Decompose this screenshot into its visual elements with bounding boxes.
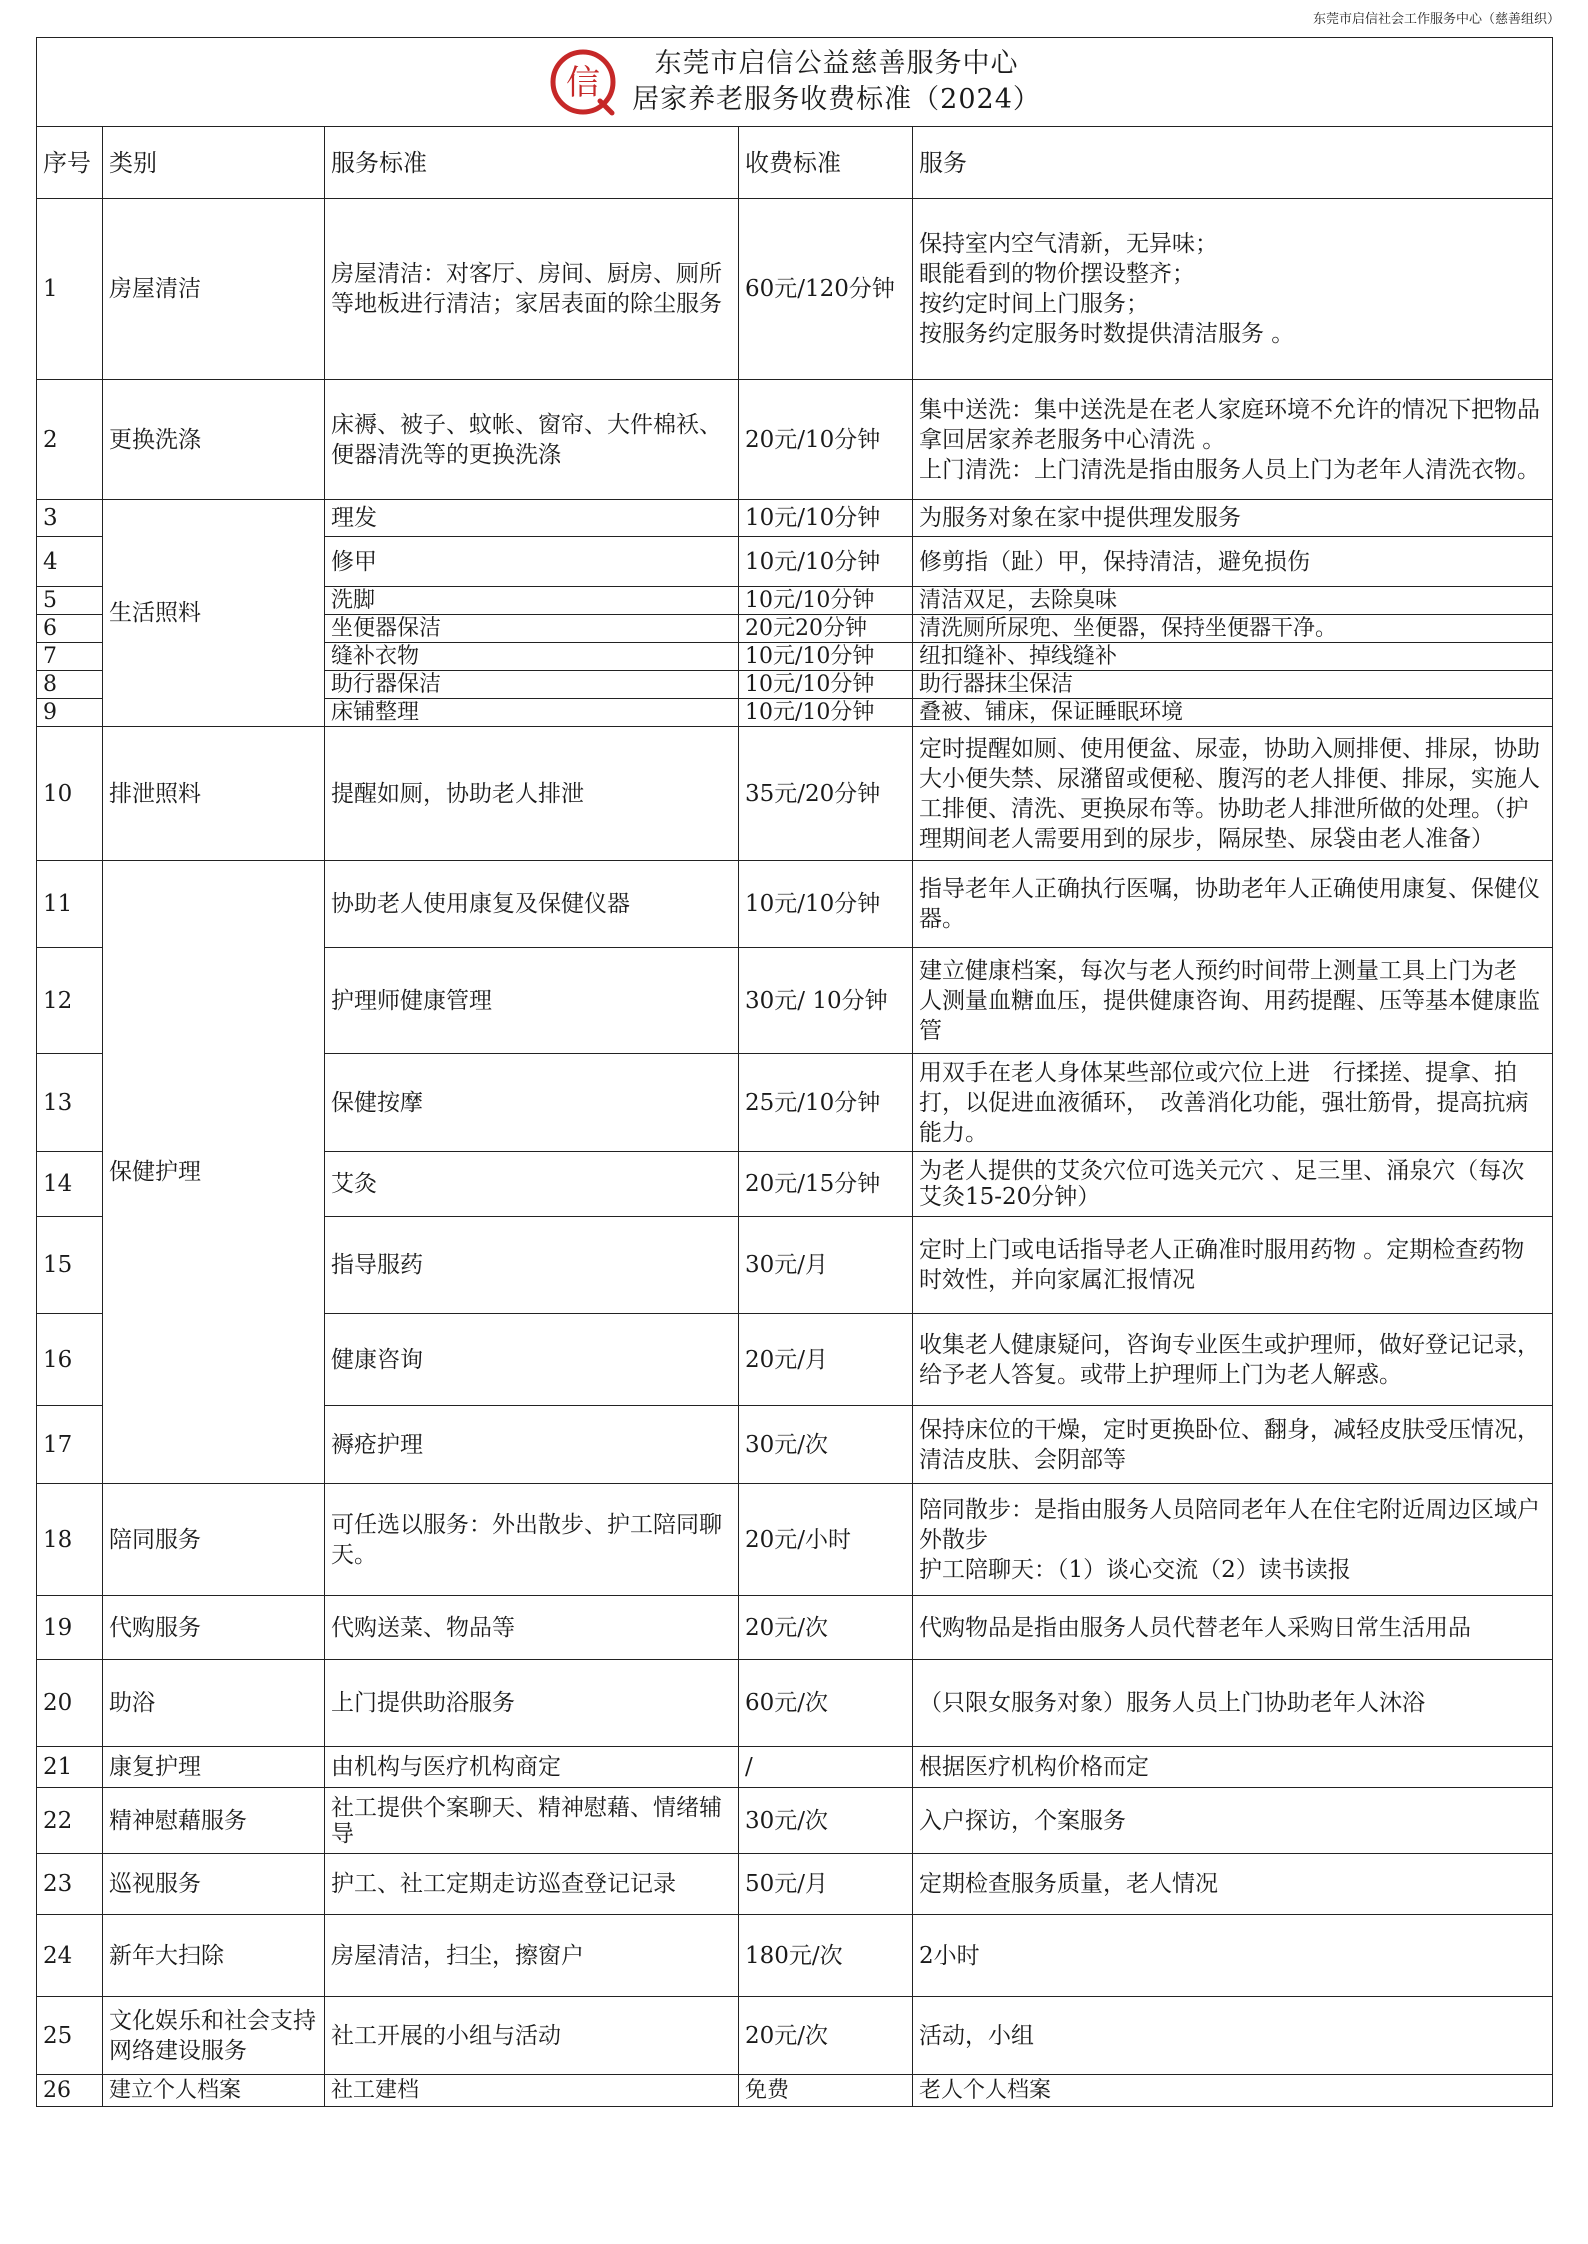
table-row xyxy=(37,1660,1553,1747)
col-header-fee: 收费标准 xyxy=(739,127,913,199)
row-service-standard: 褥疮护理 xyxy=(325,1406,739,1484)
row-service-standard: 健康咨询 xyxy=(325,1314,739,1406)
row-service-desc: 入户探访，个案服务 xyxy=(913,1788,1553,1854)
row-service-standard: 床褥、被子、蚊帐、窗帘、大件棉袄、便器清洗等的更换洗涤 xyxy=(325,380,739,500)
row-number: 18 xyxy=(37,1484,103,1596)
row-service-standard: 护工、社工定期走访巡查登记记录 xyxy=(325,1854,739,1915)
row-service-standard: 提醒如厕，协助老人排泄 xyxy=(325,727,739,861)
row-category: 精神慰藉服务 xyxy=(103,1788,325,1854)
row-fee: 20元/小时 xyxy=(739,1484,913,1596)
row-service-desc: 代购物品是指由服务人员代替老年人采购日常生活用品 xyxy=(913,1596,1553,1660)
row-category: 陪同服务 xyxy=(103,1484,325,1596)
row-service-standard: 房屋清洁：对客厅、房间、厨房、厕所等地板进行清洁；家居表面的除尘服务 xyxy=(325,199,739,380)
row-number: 15 xyxy=(37,1217,103,1314)
row-service-standard: 坐便器保洁 xyxy=(325,615,739,643)
table-row xyxy=(37,1915,1553,1997)
table-row xyxy=(37,1997,1553,2075)
row-service-standard: 由机构与医疗机构商定 xyxy=(325,1747,739,1788)
row-service-desc: 建立健康档案，每次与老人预约时间带上测量工具上门为老 人测量血糖血压，提供健康咨询、用药提醒、压等基本健康监管 xyxy=(913,948,1553,1054)
row-service-standard: 协助老人使用康复及保健仪器 xyxy=(325,861,739,948)
row-service-standard: 保健按摩 xyxy=(325,1054,739,1152)
row-service-desc: 指导老年人正确执行医嘱，协助老年人正确使用康复、保健仪器。 xyxy=(913,861,1553,948)
row-fee: 10元/10分钟 xyxy=(739,861,913,948)
row-service-desc: 清洗厕所尿兜、坐便器，保持坐便器干净。 xyxy=(913,615,1553,643)
row-fee: 20元20分钟 xyxy=(739,615,913,643)
row-service-standard: 上门提供助浴服务 xyxy=(325,1660,739,1747)
row-number: 19 xyxy=(37,1596,103,1660)
table-row xyxy=(37,727,1553,861)
table-row xyxy=(37,2075,1553,2107)
row-category: 助浴 xyxy=(103,1660,325,1747)
row-service-desc: 老人个人档案 xyxy=(913,2075,1553,2107)
row-number: 9 xyxy=(37,699,103,727)
row-number: 7 xyxy=(37,643,103,671)
row-fee: 20元/月 xyxy=(739,1314,913,1406)
row-service-standard: 理发 xyxy=(325,500,739,537)
table-row xyxy=(37,861,1553,948)
row-fee: 20元/次 xyxy=(739,1997,913,2075)
row-number: 22 xyxy=(37,1788,103,1854)
row-service-standard: 床铺整理 xyxy=(325,699,739,727)
row-fee: 180元/次 xyxy=(739,1915,913,1997)
table-row xyxy=(37,199,1553,380)
row-fee: 10元/10分钟 xyxy=(739,500,913,537)
row-fee: 20元/10分钟 xyxy=(739,380,913,500)
row-service-standard: 社工开展的小组与活动 xyxy=(325,1997,739,2075)
row-service-standard: 社工建档 xyxy=(325,2075,739,2107)
row-service-desc: 陪同散步：是指由服务人员陪同老年人在住宅附近周边区域户外散步 护工陪聊天：（1）谈心交流（2）读书读报 xyxy=(913,1484,1553,1596)
row-service-desc: 为服务对象在家中提供理发服务 xyxy=(913,500,1553,537)
row-service-desc: 定时上门或电话指导老人正确准时服用药物 。定期检查药物时效性，并向家属汇报情况 xyxy=(913,1217,1553,1314)
row-fee: 25元/10分钟 xyxy=(739,1054,913,1152)
row-fee: 30元/次 xyxy=(739,1406,913,1484)
row-number: 13 xyxy=(37,1054,103,1152)
row-service-standard: 房屋清洁，扫尘，擦窗户 xyxy=(325,1915,739,1997)
row-category: 房屋清洁 xyxy=(103,199,325,380)
row-fee: 30元/次 xyxy=(739,1788,913,1854)
row-service-desc: 集中送洗：集中送洗是在老人家庭环境不允许的情况下把物品拿回居家养老服务中心清洗 。 上门清洗：上门清洗是指由服务人员上门为老年人清洗衣物。 xyxy=(913,380,1553,500)
row-number: 2 xyxy=(37,380,103,500)
col-header-standard: 服务标准 xyxy=(325,127,739,199)
row-service-standard: 缝补衣物 xyxy=(325,643,739,671)
table-header-row xyxy=(37,127,1553,199)
row-number: 5 xyxy=(37,587,103,615)
row-service-desc: （只限女服务对象）服务人员上门协助老年人沐浴 xyxy=(913,1660,1553,1747)
row-service-desc: 活动，小组 xyxy=(913,1997,1553,2075)
row-fee: 10元/10分钟 xyxy=(739,587,913,615)
row-service-desc: 纽扣缝补、掉线缝补 xyxy=(913,643,1553,671)
doc-title: 居家养老服务收费标准（2024） xyxy=(632,84,1041,115)
row-number: 11 xyxy=(37,861,103,948)
row-service-desc: 2小时 xyxy=(913,1915,1553,1997)
col-header-no: 序号 xyxy=(37,127,103,199)
table-row xyxy=(37,1484,1553,1596)
row-number: 25 xyxy=(37,1997,103,2075)
row-category: 巡视服务 xyxy=(103,1854,325,1915)
row-number: 1 xyxy=(37,199,103,380)
row-fee: 20元/次 xyxy=(739,1596,913,1660)
row-number: 10 xyxy=(37,727,103,861)
row-service-standard: 修甲 xyxy=(325,537,739,587)
row-category: 文化娱乐和社会支持网络建设服务 xyxy=(103,1997,325,2075)
row-service-desc: 修剪指（趾）甲，保持清洁，避免损伤 xyxy=(913,537,1553,587)
row-number: 6 xyxy=(37,615,103,643)
row-service-desc: 定时提醒如厕、使用便盆、尿壶，协助入厕排便、排尿，协助大小便失禁、尿潴留或便秘、腹泻的老人排便、排尿，实施人工排便、清洗、更换尿布等。协助老人排泄所做的处理。（护理期间老人需要用到的尿步，隔尿垫、尿袋由老人准备） xyxy=(913,727,1553,861)
fee-table-sheet xyxy=(36,37,1552,2107)
row-category: 建立个人档案 xyxy=(103,2075,325,2107)
row-service-desc: 用双手在老人身体某些部位或穴位上进 行揉搓、提拿、拍打，以促进血液循环， 改善消化功能，强壮筋骨，提高抗病能力。 xyxy=(913,1054,1553,1152)
row-category: 更换洗涤 xyxy=(103,380,325,500)
row-number: 12 xyxy=(37,948,103,1054)
table-row xyxy=(37,1788,1553,1854)
row-service-standard: 指导服药 xyxy=(325,1217,739,1314)
row-service-desc: 保持床位的干燥，定时更换卧位、翻身，减轻皮肤受压情况，清洁皮肤、会阴部等 xyxy=(913,1406,1553,1484)
row-number: 8 xyxy=(37,671,103,699)
row-category: 生活照料 xyxy=(103,500,325,727)
table-row xyxy=(37,1747,1553,1788)
row-category: 代购服务 xyxy=(103,1596,325,1660)
row-number: 21 xyxy=(37,1747,103,1788)
table-row xyxy=(37,1596,1553,1660)
row-service-standard: 代购送菜、物品等 xyxy=(325,1596,739,1660)
row-fee: 10元/10分钟 xyxy=(739,699,913,727)
row-number: 26 xyxy=(37,2075,103,2107)
row-number: 20 xyxy=(37,1660,103,1747)
row-number: 24 xyxy=(37,1915,103,1997)
row-number: 17 xyxy=(37,1406,103,1484)
row-service-standard: 社工提供个案聊天、精神慰藉、情绪辅导 xyxy=(325,1788,739,1854)
fee-table xyxy=(36,37,1553,2107)
row-service-desc: 叠被、铺床，保证睡眠环境 xyxy=(913,699,1553,727)
row-service-standard: 助行器保洁 xyxy=(325,671,739,699)
row-service-desc: 为老人提供的艾灸穴位可选关元穴 、足三里、涌泉穴（每次艾灸15-20分钟） xyxy=(913,1152,1553,1217)
row-service-desc: 收集老人健康疑问，咨询专业医生或护理师，做好登记记录，给予老人答复。或带上护理师上门为老人解惑。 xyxy=(913,1314,1553,1406)
row-service-desc: 清洁双足，去除臭味 xyxy=(913,587,1553,615)
row-service-desc: 根据医疗机构价格而定 xyxy=(913,1747,1553,1788)
row-fee: / xyxy=(739,1747,913,1788)
row-fee: 10元/10分钟 xyxy=(739,671,913,699)
row-fee: 20元/15分钟 xyxy=(739,1152,913,1217)
row-fee: 10元/10分钟 xyxy=(739,537,913,587)
row-service-standard: 可任选以服务：外出散步、护工陪同聊天。 xyxy=(325,1484,739,1596)
row-fee: 30元/月 xyxy=(739,1217,913,1314)
col-header-category: 类别 xyxy=(103,127,325,199)
row-fee: 免费 xyxy=(739,2075,913,2107)
table-row xyxy=(37,500,1553,537)
svg-text:信: 信 xyxy=(566,63,601,103)
row-service-desc: 助行器抹尘保洁 xyxy=(913,671,1553,699)
title-cell xyxy=(37,38,1553,127)
row-fee: 10元/10分钟 xyxy=(739,643,913,671)
row-service-desc: 保持室内空气清新，无异味； 眼能看到的物价摆设整齐； 按约定时间上门服务； 按服务约定服务时数提供清洁服务 。 xyxy=(913,199,1553,380)
row-service-standard: 护理师健康管理 xyxy=(325,948,739,1054)
page-header: 东莞市启信社会工作服务中心（慈善组织） xyxy=(1312,12,1560,27)
row-service-standard: 洗脚 xyxy=(325,587,739,615)
row-number: 4 xyxy=(37,537,103,587)
row-service-standard: 艾灸 xyxy=(325,1152,739,1217)
row-category: 排泄照料 xyxy=(103,727,325,861)
row-fee: 60元/次 xyxy=(739,1660,913,1747)
row-category: 保健护理 xyxy=(103,861,325,1484)
col-header-service: 服务 xyxy=(913,127,1553,199)
org-name: 东莞市启信公益慈善服务中心 xyxy=(654,48,1019,79)
row-fee: 60元/120分钟 xyxy=(739,199,913,380)
row-number: 23 xyxy=(37,1854,103,1915)
row-number: 3 xyxy=(37,500,103,537)
row-number: 14 xyxy=(37,1152,103,1217)
row-category: 康复护理 xyxy=(103,1747,325,1788)
row-service-desc: 定期检查服务质量，老人情况 xyxy=(913,1854,1553,1915)
row-number: 16 xyxy=(37,1314,103,1406)
row-fee: 50元/月 xyxy=(739,1854,913,1915)
row-fee: 35元/20分钟 xyxy=(739,727,913,861)
table-row xyxy=(37,1854,1553,1915)
logo-icon xyxy=(548,47,618,117)
row-category: 新年大扫除 xyxy=(103,1915,325,1997)
table-row xyxy=(37,380,1553,500)
row-fee: 30元/ 10分钟 xyxy=(739,948,913,1054)
